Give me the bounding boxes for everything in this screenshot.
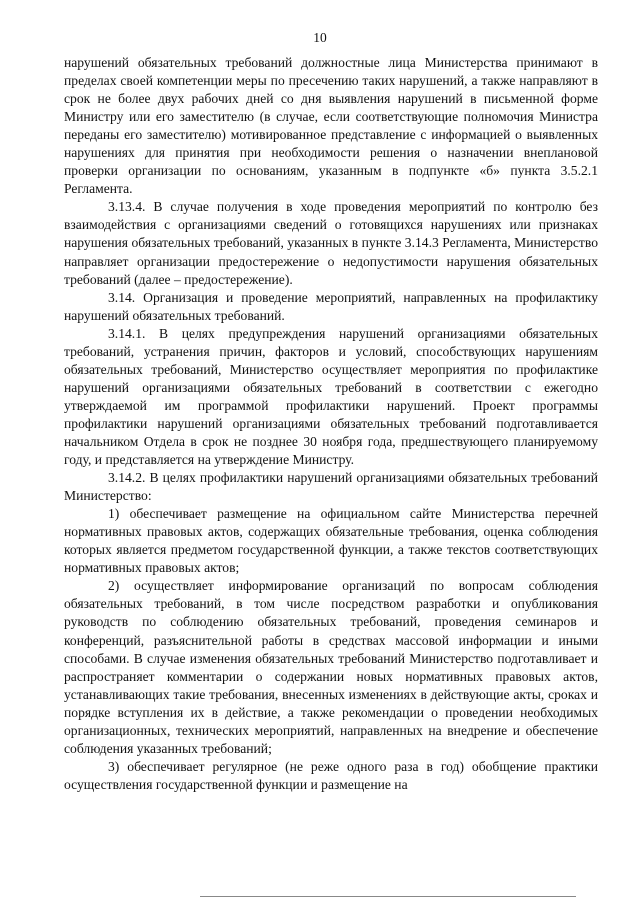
paragraph-3-14-2: 3.14.2. В целях профилактики нарушений организациями обязательных требований Министерство:: [64, 470, 598, 504]
paragraph-3-13-4: 3.13.4. В случае получения в ходе проведения мероприятий по контролю без взаимодействия с организациями сведений о готовящихся нарушениях или признаках нарушения обязательных требований, указанных в пункте 3.14.3 Регламента, Министерство направляет организации предостережение о недопустимости нарушения обязательных требований (далее – предостережение).: [64, 199, 598, 287]
list-item-3: 3) обеспечивает регулярное (не реже одного раза в год) обобщение практики осуществления государственной функции и размещение на: [64, 758, 598, 792]
body-text: [64, 54, 598, 794]
list-item-1: 1) обеспечивает размещение на официальном сайте Министерства перечней нормативных правовых актов, содержащих обязательные требования, оценка соблюдения которых является предметом государственной функции, а также текстов соответствующих нормативных правовых актов;: [64, 506, 598, 576]
paragraph-continuation: нарушений обязательных требований должностные лица Министерства принимают в пределах своей компетенции меры по пресечению таких нарушений, а также направляют в срок не более двух рабочих дней со дня выявления нарушений в письменной форме Министру или его заместителю (в случае, если соответствующие полномочия Министра переданы его заместителю) мотивированное представление с информацией о выявленных нарушениях для принятия при необходимости решения о назначении внеплановой проверки организации по основаниям, указанным в подпункте «б» пункта 3.5.2.1 Регламента.: [64, 55, 598, 197]
paragraph-3-14-1: 3.14.1. В целях предупреждения нарушений организациями обязательных требований, устранения причин, факторов и условий, способствующих нарушениям обязательных требований, Министерство осуществляет мероприятия по профилактике нарушений организациями обязательных требований в соответствии с ежегодно утверждаемой им программой профилактики нарушений. Проект программы профилактики нарушений организациями обязательных требований подготавливается начальником Отдела в срок не позднее 30 ноября года, предшествующего планируемому году, и представляется на утверждение Министру.: [64, 325, 598, 468]
bottom-divider: [200, 896, 576, 897]
list-item-2: 2) осуществляет информирование организаций по вопросам соблюдения обязательных требований, в том числе посредством разработки и опубликования руководств по соблюдению обязательных требований, проведения семинаров и конференций, разъяснительной работы в средствах массовой информации и иными способами. В случае изменения обязательных требований Министерство подготавливает и распространяет комментарии о содержании новых нормативных правовых актов, устанавливающих такие требования, внесенных изменениях в действующие акты, сроках и порядке вступления их в действие, а также рекомендации о проведении необходимых организационных, технических мероприятий, направленных на внедрение и обеспечение соблюдения указанных требований;: [64, 578, 598, 756]
page-number: 10: [313, 30, 327, 45]
paragraph-3-14: 3.14. Организация и проведение мероприятий, направленных на профилактику нарушений обязательных требований.: [64, 289, 598, 323]
